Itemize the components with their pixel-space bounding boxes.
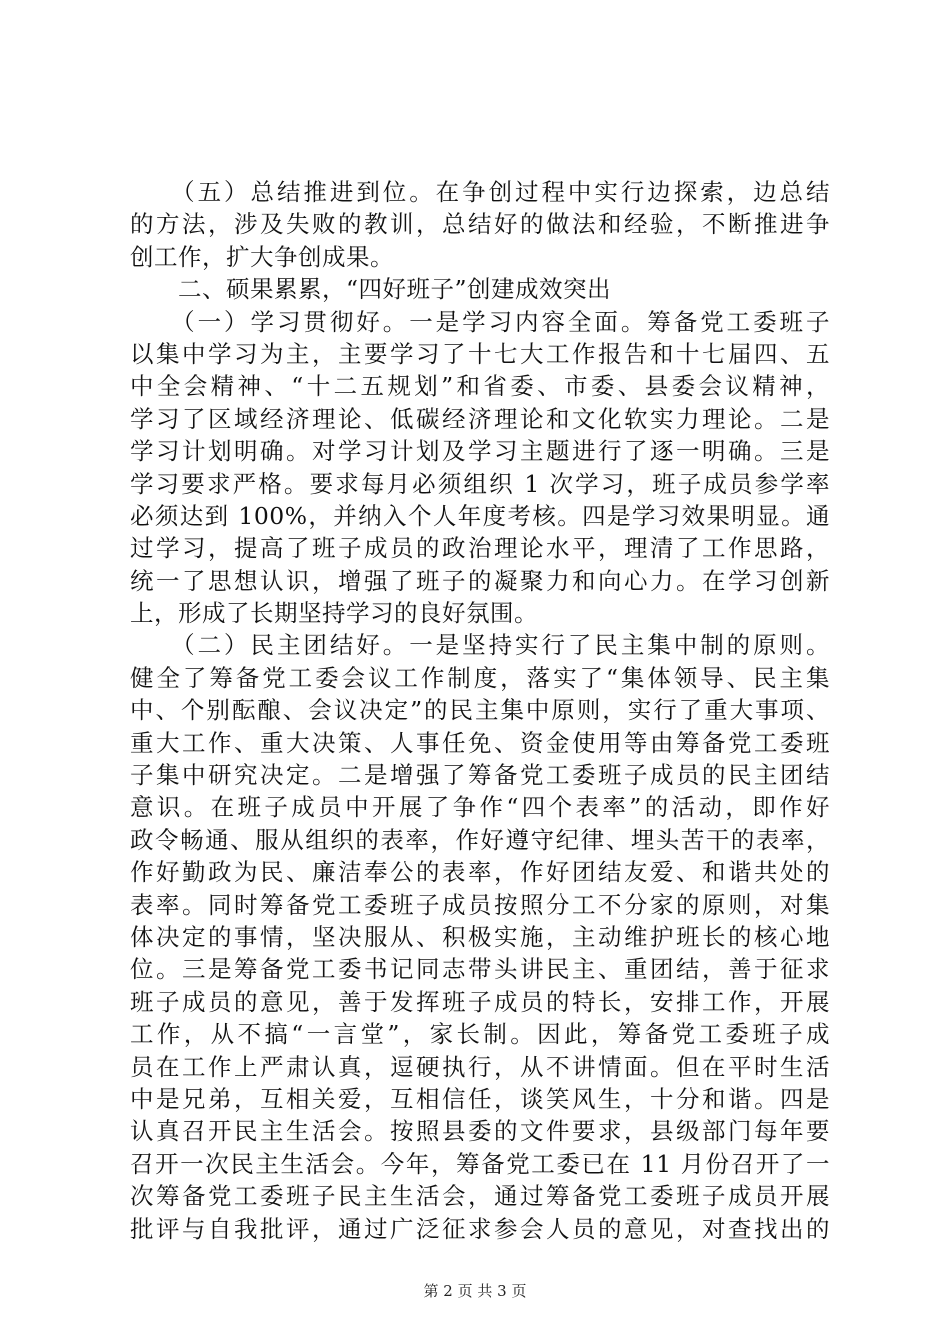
text-line: 次筹备党工委班子民主生活会，通过筹备党工委班子成员开展 (130, 1182, 830, 1211)
text-line: 表率。同时筹备党工委班子成员按照分工不分家的原则，对集 (130, 890, 830, 919)
text-line: 学习计划明确。对学习计划及学习主题进行了逐一明确。三是 (130, 437, 830, 466)
text-line: 过学习，提高了班子成员的政治理论水平，理清了工作思路， (130, 534, 830, 563)
text-line: 体决定的事情，坚决服从、积极实施，主动维护班长的核心地 (130, 922, 830, 951)
text-line: 员在工作上严肃认真，逗硬执行，从不讲情面。但在平时生活 (130, 1052, 830, 1081)
text-line: 班子成员的意见，善于发挥班子成员的特长，安排工作，开展 (130, 987, 830, 1016)
text-line: 必须达到 100%，并纳入个人年度考核。四是学习效果明显。通 (130, 501, 830, 530)
document-body (130, 176, 830, 1245)
text-line: （二）民主团结好。一是坚持实行了民主集中制的原则。 (130, 631, 830, 660)
text-line: 政令畅通、服从组织的表率，作好遵守纪律、埋头苦干的表率， (130, 825, 830, 854)
text-line: 创工作，扩大争创成果。 (130, 242, 394, 271)
text-line: 作好勤政为民、廉洁奉公的表率，作好团结友爱、和谐共处的 (130, 858, 830, 887)
text-line: 学习要求严格。要求每月必须组织 1 次学习，班子成员参学率 (130, 469, 830, 498)
text-line: 重大工作、重大决策、人事任免、资金使用等由筹备党工委班 (130, 728, 830, 757)
text-line: 的方法，涉及失败的教训，总结好的做法和经验，不断推进争 (130, 210, 830, 239)
text-line: 工作，从不搞“一言堂”，家长制。因此，筹备党工委班子成 (130, 1020, 830, 1049)
page-number-footer: 第 2 页 共 3 页 (423, 1282, 527, 1300)
text-line: 以集中学习为主，主要学习了十七大工作报告和十七届四、五 (130, 339, 830, 368)
section-heading: 二、硕果累累，“四好班子”创建成效突出 (130, 275, 612, 304)
text-line: 学习了区域经济理论、低碳经济理论和文化软实力理论。二是 (130, 404, 830, 433)
text-line: 批评与自我批评，通过广泛征求参会人员的意见，对查找出的 (130, 1214, 830, 1243)
text-line: 上，形成了长期坚持学习的良好氛围。 (130, 599, 538, 628)
text-line: 子集中研究决定。二是增强了筹备党工委班子成员的民主团结 (130, 761, 830, 790)
text-line: 中、个别酝酿、会议决定”的民主集中原则，实行了重大事项、 (130, 696, 830, 725)
text-line: 统一了思想认识，增强了班子的凝聚力和向心力。在学习创新 (130, 566, 830, 595)
text-line: 中全会精神、“十二五规划”和省委、市委、县委会议精神， (130, 372, 830, 401)
text-line: 意识。在班子成员中开展了争作“四个表率”的活动，即作好 (130, 793, 830, 822)
text-line: （一）学习贯彻好。一是学习内容全面。筹备党工委班子 (130, 307, 830, 336)
text-line: 位。三是筹备党工委书记同志带头讲民主、重团结，善于征求 (130, 955, 830, 984)
text-line: 健全了筹备党工委会议工作制度，落实了“集体领导、民主集 (130, 663, 830, 692)
text-line: （五）总结推进到位。在争创过程中实行边探索，边总结 (130, 178, 830, 206)
text-line: 认真召开民主生活会。按照县委的文件要求，县级部门每年要 (130, 1117, 830, 1146)
text-line: 召开一次民主生活会。今年，筹备党工委已在 11 月份召开了一 (130, 1149, 830, 1178)
text-line: 中是兄弟，互相关爱，互相信任，谈笑风生，十分和谐。四是 (130, 1084, 830, 1113)
